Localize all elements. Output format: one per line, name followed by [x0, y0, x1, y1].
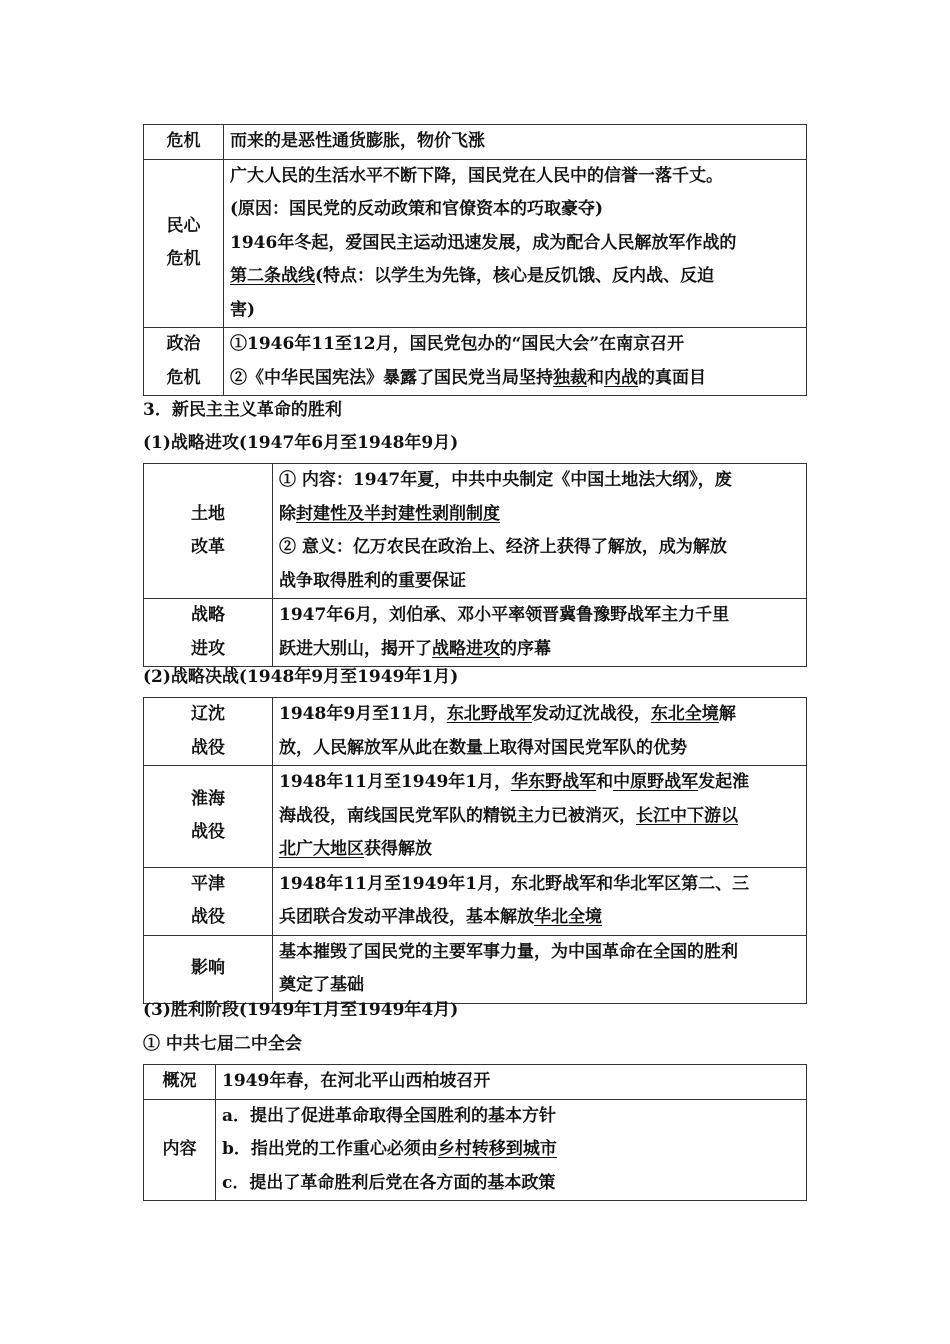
text-segment: 基本摧毁了国民党的主要军事力量，为中国革命在全国的胜利	[279, 941, 738, 962]
row-label	[144, 935, 273, 1003]
content-line	[230, 160, 800, 194]
row-label-line: 土地	[191, 503, 225, 524]
content-line	[230, 193, 800, 227]
row-content	[273, 935, 807, 1003]
row-label-line: 危机	[166, 367, 201, 388]
crisis-table	[143, 124, 807, 396]
table-row	[144, 935, 807, 1003]
text-segment: c．提出了革命胜利后党在各方面的基本政策	[222, 1172, 556, 1193]
content-line	[279, 800, 800, 834]
text-segment: 发动辽沈战役，	[531, 704, 651, 724]
row-label-line: 政治	[166, 334, 201, 354]
text-segment: 海战役，南线国民党军队的精锐主力已被消灭，	[279, 805, 636, 826]
row-content	[273, 698, 807, 766]
table-row	[144, 1099, 807, 1201]
text-segment: ① 内容：1947年夏，中共中央制定《中国土地法大纲》，废	[279, 470, 732, 490]
strategic-offensive-table	[143, 463, 807, 667]
table-row	[144, 159, 807, 328]
text-segment: 发起淮	[698, 772, 750, 792]
text-segment: 害)	[230, 299, 256, 320]
content-line	[279, 498, 800, 532]
underlined-term: 封建性及半封建性剥削制度	[296, 503, 500, 524]
underlined-term: 乡村转移到城市	[437, 1139, 557, 1159]
content-line	[279, 936, 800, 970]
underlined-term: 长江中下游以	[636, 805, 738, 826]
decisive-battles-title: (2)战略决战(1948年9月至1949年1月)	[143, 667, 459, 687]
underlined-term: 第二条战线	[230, 266, 315, 286]
text-segment: 广大人民的生活水平不断下降，国民党在人民中的信誉一落千丈。	[230, 165, 723, 186]
row-label-line: 内容	[162, 1139, 197, 1159]
content-line	[279, 599, 800, 633]
row-label	[144, 125, 224, 160]
content-line	[222, 1167, 800, 1201]
row-content	[273, 766, 807, 868]
row-content	[273, 867, 807, 935]
text-segment: 1947年6月，刘伯承、邓小平率领晋冀鲁豫野战军主力千里	[279, 605, 730, 625]
table-row	[144, 1065, 807, 1100]
underlined-term: 华东野战军	[511, 772, 597, 792]
row-content	[273, 464, 807, 599]
table-row	[144, 125, 807, 160]
text-segment: 1949年春，在河北平山西柏坡召开	[222, 1071, 491, 1091]
content-line	[279, 698, 800, 732]
text-segment: (特点：以学生为先锋，核心是反饥饿、反内战、反迫	[315, 266, 715, 286]
row-label-line: 战役	[191, 737, 225, 758]
table-row	[144, 328, 807, 396]
text-segment: 获得解放	[364, 839, 432, 859]
underlined-term: 中原野战军	[613, 772, 699, 792]
row-label	[144, 1099, 216, 1201]
row-label-line: 危机	[166, 131, 201, 151]
row-label	[144, 766, 273, 868]
content-line	[279, 766, 800, 800]
section-3-title: 3．新民主主义革命的胜利	[143, 400, 342, 420]
row-label	[144, 1065, 216, 1100]
text-segment: a．提出了促进革命取得全国胜利的基本方针	[222, 1105, 557, 1126]
text-segment: 战争取得胜利的重要保证	[279, 570, 466, 591]
content-line	[230, 294, 800, 328]
row-label-line: 淮海	[191, 788, 225, 809]
row-label-line: 战役	[191, 907, 225, 927]
text-segment: 1948年11月至1949年1月，	[279, 772, 512, 792]
row-label-line: 战役	[191, 822, 225, 843]
text-segment: 和	[587, 367, 604, 388]
row-label-line: 战略	[191, 605, 225, 625]
underlined-term: 战略进攻	[432, 638, 500, 659]
table-row	[144, 766, 807, 868]
text-segment: 的序幕	[500, 638, 551, 659]
table-row	[144, 698, 807, 766]
content-line	[279, 901, 800, 935]
row-label-line: 概况	[162, 1071, 197, 1091]
content-line	[279, 732, 800, 766]
content-line	[230, 260, 800, 294]
text-segment: 1946年冬起，爱国民主运动迅速发展，成为配合人民解放军作战的	[230, 232, 737, 253]
row-label-line: 民心	[166, 215, 201, 236]
underlined-term: 东北全境	[650, 704, 719, 724]
table-row	[144, 464, 807, 599]
text-segment: (原因：国民党的反动政策和官僚资本的巧取豪夺)	[230, 199, 604, 219]
text-segment: 除	[279, 503, 296, 524]
row-label-line: 辽沈	[191, 704, 225, 724]
text-segment: ②《中华民国宪法》暴露了国民党当局坚持	[230, 367, 553, 388]
content-line	[279, 531, 800, 565]
text-segment: 而来的是恶性通货膨胀，物价飞涨	[230, 131, 485, 151]
content-line	[222, 1100, 800, 1134]
row-label	[144, 698, 273, 766]
text-segment: 解	[718, 704, 736, 724]
underlined-term: 独裁	[553, 367, 587, 388]
table-row	[144, 599, 807, 667]
text-segment: 1948年9月至11月，	[279, 704, 447, 724]
text-segment: 1948年11月至1949年1月，东北野战军和华北军区第二、三	[279, 873, 750, 894]
text-segment: 兵团联合发动平津战役，基本解放	[279, 907, 534, 927]
content-line	[222, 1133, 800, 1167]
content-line	[230, 125, 800, 159]
text-segment: 跃进大别山，揭开了	[279, 638, 432, 659]
row-label	[144, 328, 224, 396]
content-line	[279, 464, 800, 498]
row-label-line: 危机	[166, 249, 201, 270]
underlined-term: 华北全境	[534, 907, 602, 927]
content-line	[279, 868, 800, 902]
row-label-line: 影响	[191, 958, 225, 979]
content-line	[230, 227, 800, 261]
text-segment: 的真面目	[638, 367, 706, 388]
row-content	[224, 125, 807, 160]
text-segment: 奠定了基础	[279, 975, 364, 995]
row-label	[144, 867, 273, 935]
plenum-title: ① 中共七届二中全会	[143, 1034, 302, 1054]
row-label-line: 改革	[191, 537, 225, 557]
content-line	[230, 328, 800, 362]
decisive-battles-table	[143, 697, 807, 1004]
row-content	[273, 599, 807, 667]
row-label-line: 进攻	[191, 638, 225, 659]
underlined-term: 内战	[604, 367, 638, 388]
content-line	[279, 833, 800, 867]
row-label-line: 平津	[191, 873, 225, 894]
content-line	[230, 362, 800, 396]
underlined-term: 北广大地区	[279, 839, 364, 859]
text-segment: ② 意义：亿万农民在政治上、经济上获得了解放，成为解放	[279, 537, 727, 557]
plenum-table	[143, 1064, 807, 1201]
victory-stage-title: (3)胜利阶段(1949年1月至1949年4月)	[143, 1000, 459, 1020]
text-segment: 放，人民解放军从此在数量上取得对国民党军队的优势	[279, 737, 687, 758]
text-segment: b．指出党的工作重心必须由	[222, 1139, 438, 1159]
row-content	[224, 159, 807, 328]
row-content	[224, 328, 807, 396]
row-content	[216, 1099, 807, 1201]
row-label	[144, 159, 224, 328]
row-content	[216, 1065, 807, 1100]
text-segment: ①1946年11至12月，国民党包办的“国民大会”在南京召开	[230, 334, 685, 354]
underlined-term: 东北野战军	[446, 704, 532, 724]
row-label	[144, 599, 273, 667]
table-row	[144, 867, 807, 935]
text-segment: 和	[596, 772, 614, 792]
content-line	[222, 1065, 800, 1099]
row-label	[144, 464, 273, 599]
strategic-offensive-title: (1)战略进攻(1947年6月至1948年9月)	[143, 433, 459, 453]
content-line	[279, 565, 800, 599]
